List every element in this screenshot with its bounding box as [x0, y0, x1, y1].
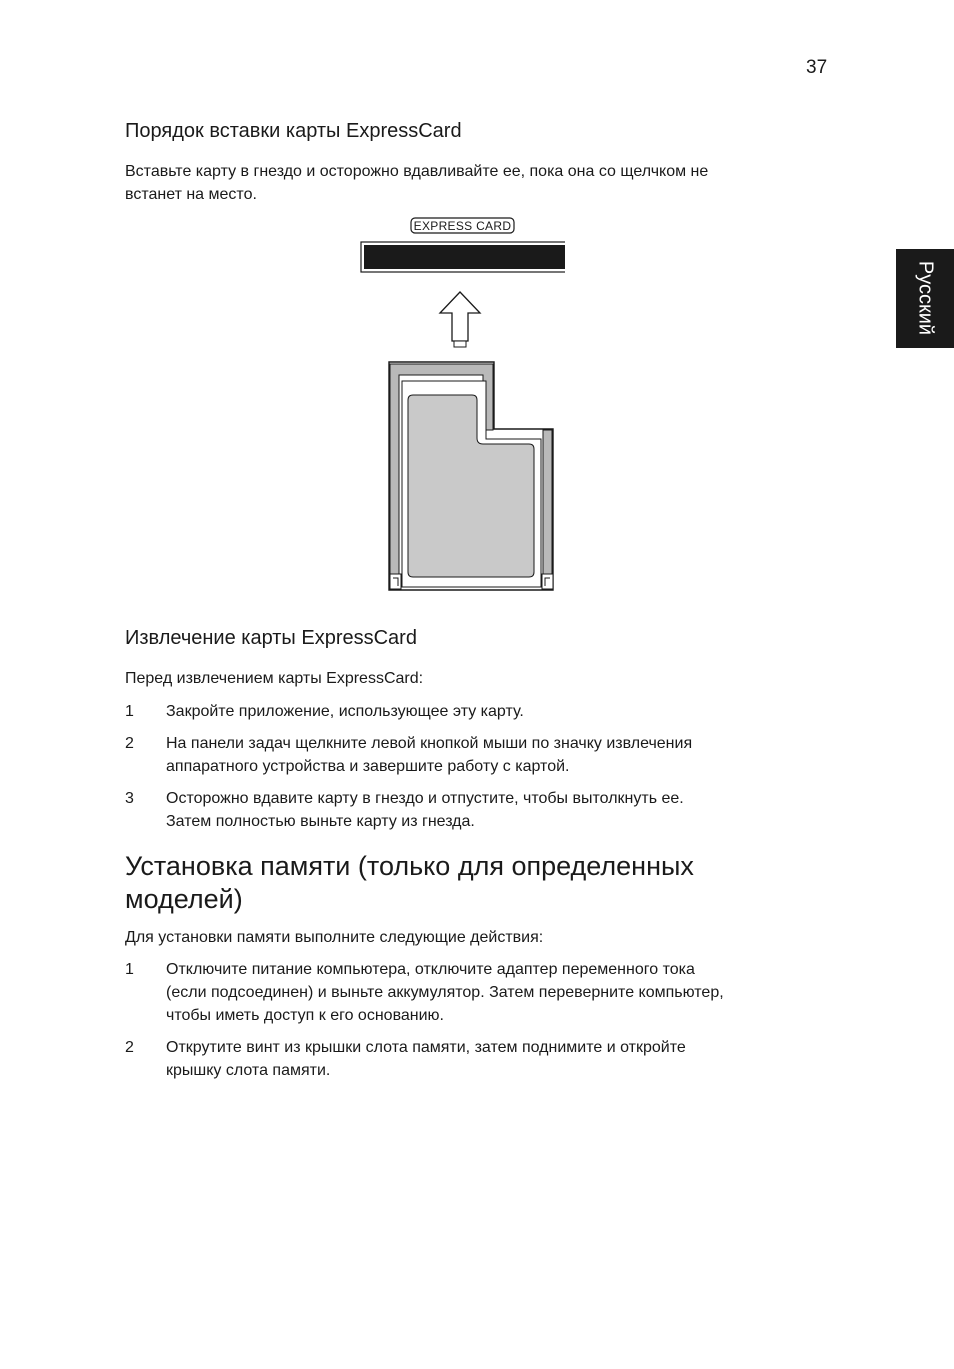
- insert-paragraph-line-2: встанет на место.: [125, 186, 257, 203]
- memory-step-line: крышку слота памяти.: [166, 1062, 331, 1079]
- eject-section-heading: Извлечение карты ExpressCard: [125, 627, 417, 649]
- expresscard-diagram: [355, 212, 565, 597]
- eject-step-text: [166, 732, 826, 778]
- memory-heading-line-2: моделей): [125, 884, 243, 914]
- memory-step-text: [166, 1036, 826, 1082]
- language-tab: [896, 249, 954, 348]
- card-corner-left: [390, 574, 401, 589]
- memory-step-line: Открутите винт из крышки слота памяти, затем поднимите и откройте: [166, 1039, 686, 1056]
- arrow-base: [454, 341, 466, 347]
- memory-step-number: 2: [125, 1039, 134, 1056]
- card-slot-opening: [364, 245, 565, 269]
- memory-step: [125, 958, 825, 1027]
- eject-step-text: [166, 787, 826, 833]
- eject-step: [125, 700, 825, 723]
- eject-step-line: Осторожно вдавите карту в гнездо и отпустите, чтобы вытолкнуть ее.: [166, 790, 684, 807]
- memory-step-text: [166, 958, 826, 1027]
- insert-section-heading: Порядок вставки карты ExpressCard: [125, 120, 462, 142]
- eject-step-number: 3: [125, 790, 134, 807]
- memory-step-line: (если подсоединен) и выньте аккумулятор. Затем переверните компьютер,: [166, 984, 724, 1001]
- eject-step: [125, 787, 825, 833]
- insert-direction-arrow: [440, 292, 480, 341]
- language-tab-label: Русский: [914, 260, 937, 336]
- eject-step-line: Затем полностью выньте карту из гнезда.: [166, 813, 475, 830]
- memory-step: [125, 1036, 825, 1082]
- card-corner-right: [542, 574, 553, 589]
- memory-heading-line-1: Установка памяти (только для определенных: [125, 851, 694, 881]
- memory-section-heading: [125, 850, 825, 916]
- insert-paragraph: [125, 160, 825, 206]
- card-label-area: [408, 395, 534, 577]
- memory-intro: Для установки памяти выполните следующие действия:: [125, 929, 544, 946]
- page-number: 37: [806, 57, 828, 78]
- card-right-rail: [543, 430, 552, 589]
- eject-step-number: 2: [125, 735, 134, 752]
- expresscard-insertion-figure: [355, 212, 565, 597]
- insert-paragraph-line-1: Вставьте карту в гнездо и осторожно вдавливайте ее, пока она со щелчком не: [125, 163, 709, 180]
- eject-step-line: На панели задач щелкните левой кнопкой мыши по значку извлечения: [166, 735, 693, 752]
- eject-step-line: аппаратного устройства и завершите работу с картой.: [166, 758, 570, 775]
- eject-step: [125, 732, 825, 778]
- memory-step-line: Отключите питание компьютера, отключите адаптер переменного тока: [166, 961, 695, 978]
- memory-step-number: 1: [125, 961, 134, 978]
- memory-step-line: чтобы иметь доступ к его основанию.: [166, 1007, 444, 1024]
- eject-intro: Перед извлечением карты ExpressCard:: [125, 670, 424, 687]
- eject-step-number: 1: [125, 703, 134, 720]
- slot-label-text: EXPRESS CARD: [413, 219, 512, 233]
- eject-step-text: Закройте приложение, использующее эту карту.: [166, 703, 524, 720]
